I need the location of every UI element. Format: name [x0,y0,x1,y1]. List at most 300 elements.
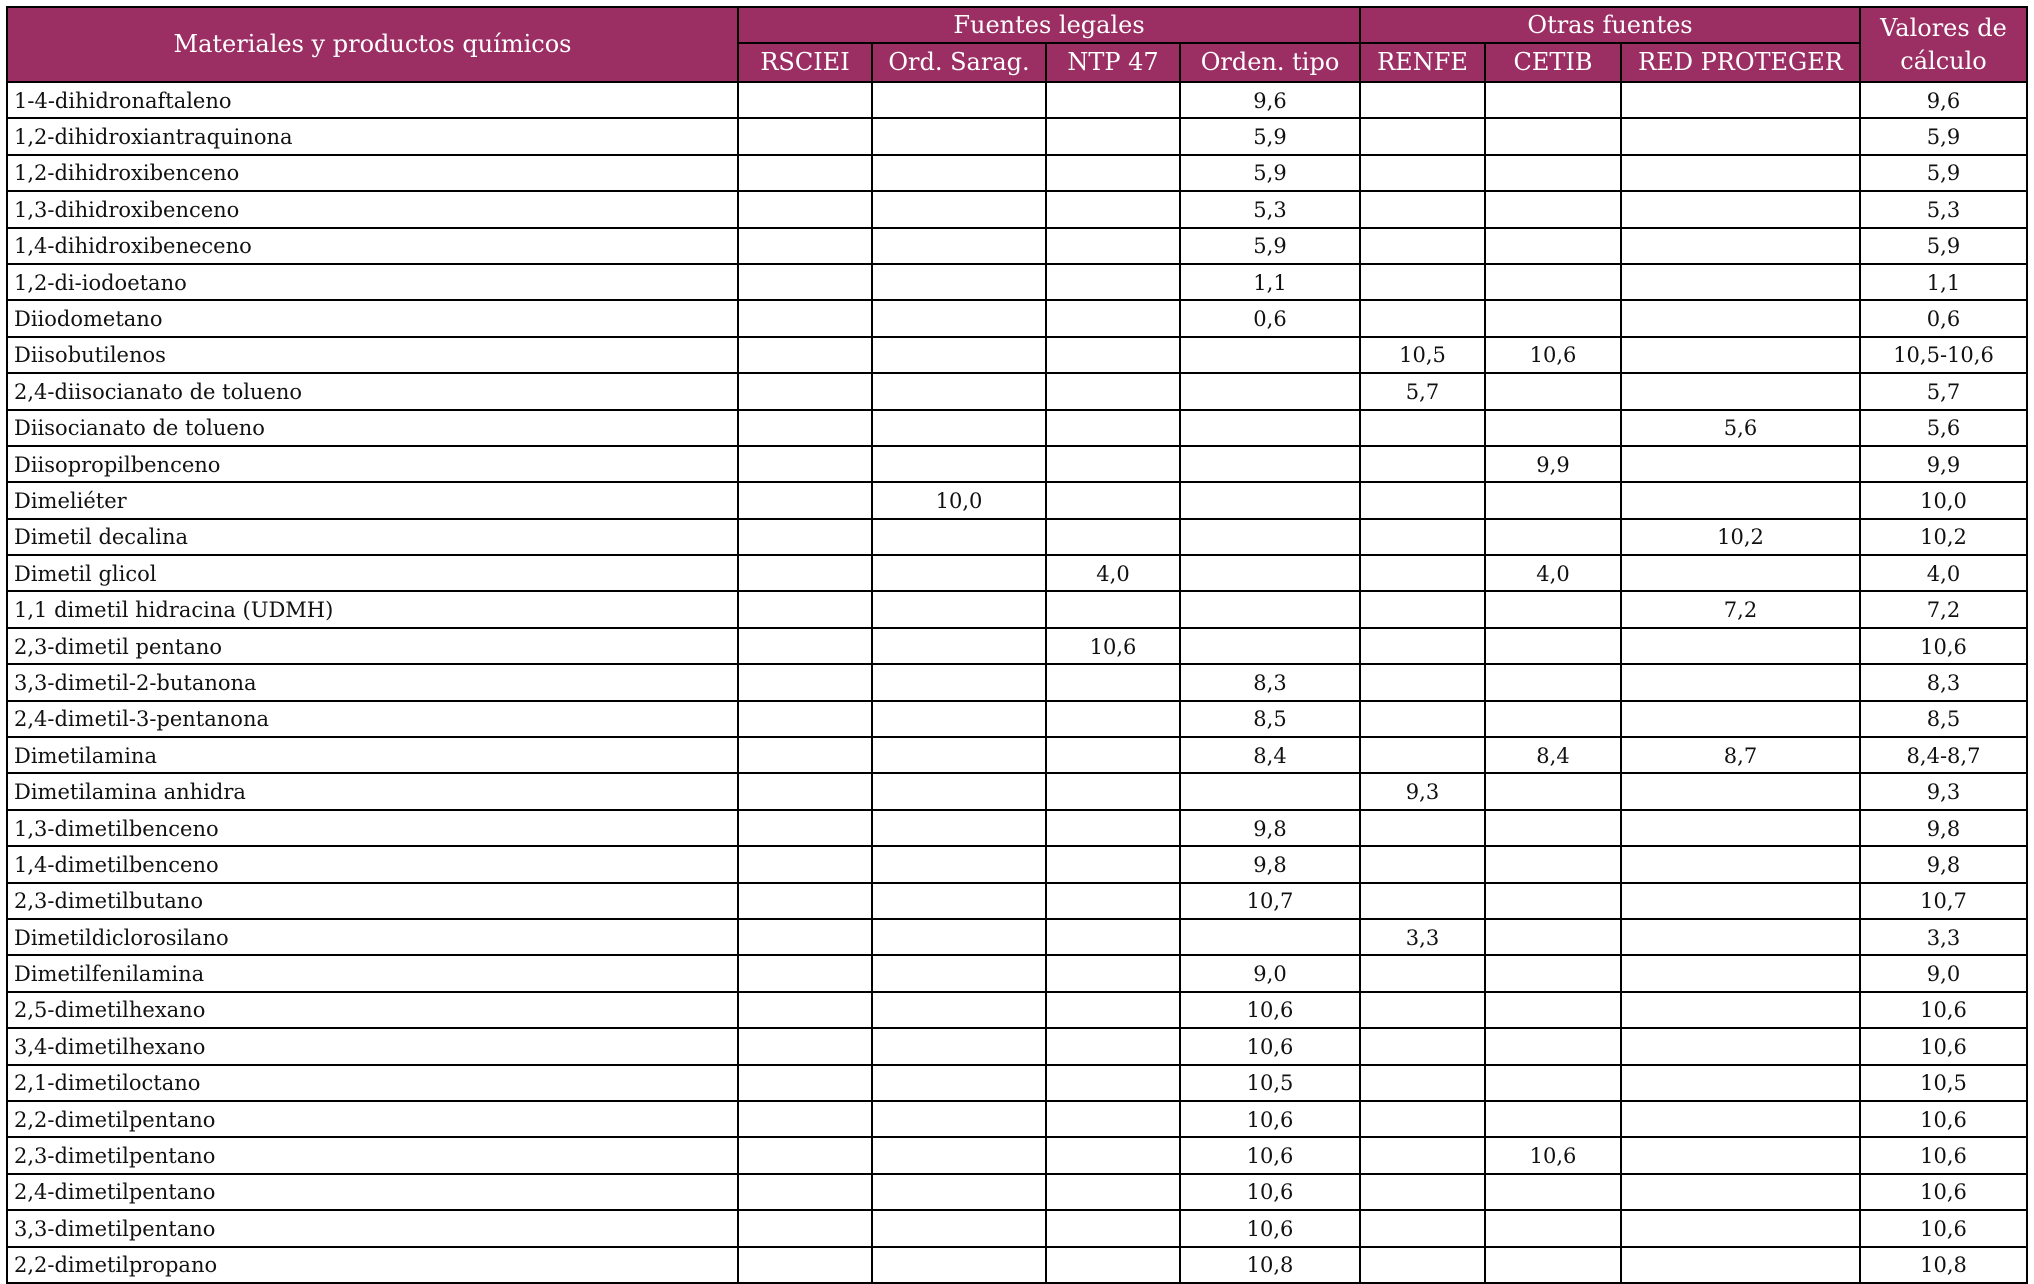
value-cell [1046,118,1180,154]
value-cell [1046,337,1180,373]
calc-value-cell: 5,7 [1860,373,2027,409]
value-cell [1360,519,1485,555]
value-cell [1180,773,1360,809]
value-cell [872,228,1046,264]
value-cell [1485,228,1621,264]
value-cell [1621,82,1860,118]
value-cell [1180,519,1360,555]
value-cell [1485,519,1621,555]
value-cell [872,410,1046,446]
value-cell [1485,1028,1621,1064]
value-cell [1621,1247,1860,1283]
value-cell [1046,664,1180,700]
value-cell [1360,846,1485,882]
value-cell [1485,664,1621,700]
calc-value-cell: 1,1 [1860,264,2027,300]
value-cell: 10,6 [1485,1137,1621,1173]
table-row [7,919,2027,955]
value-cell [1485,118,1621,154]
header-col-renfe: RENFE [1360,43,1485,82]
value-cell [1046,1247,1180,1283]
calc-value-cell: 5,9 [1860,155,2027,191]
value-cell [1046,701,1180,737]
material-name-cell: Dimetilamina anhidra [7,773,738,809]
value-cell [872,737,1046,773]
value-cell [1360,228,1485,264]
table-row [7,482,2027,518]
value-cell: 10,5 [1180,1065,1360,1101]
value-cell [1621,1101,1860,1137]
table-row [7,591,2027,627]
table-row [7,555,2027,591]
value-cell [1046,1210,1180,1246]
value-cell [1621,1210,1860,1246]
calc-value-cell: 10,8 [1860,1247,2027,1283]
value-cell [1046,519,1180,555]
value-cell [1046,300,1180,336]
value-cell [1621,664,1860,700]
material-name-cell: 1-4-dihidronaftaleno [7,82,738,118]
value-cell [872,701,1046,737]
calc-value-cell: 3,3 [1860,919,2027,955]
calc-value-cell: 9,3 [1860,773,2027,809]
header-other-sources: Otras fuentes [1360,7,1860,43]
value-cell [1485,410,1621,446]
table-row [7,191,2027,227]
calc-value-cell: 10,7 [1860,883,2027,919]
value-cell [1485,773,1621,809]
value-cell [1046,410,1180,446]
value-cell [1360,1210,1485,1246]
calc-value-cell: 10,6 [1860,1101,2027,1137]
header-col-orden-tipo: Orden. tipo [1180,43,1360,82]
value-cell [872,955,1046,991]
value-cell [1046,228,1180,264]
table-row [7,992,2027,1028]
value-cell [1485,992,1621,1028]
table-row [7,1247,2027,1283]
value-cell [1046,1174,1180,1210]
value-cell: 9,3 [1360,773,1485,809]
value-cell: 5,9 [1180,228,1360,264]
value-cell [872,992,1046,1028]
value-cell [738,1137,872,1173]
value-cell [1360,664,1485,700]
value-cell [872,1210,1046,1246]
value-cell [872,591,1046,627]
value-cell [872,1065,1046,1101]
table-row [7,155,2027,191]
value-cell [1621,1065,1860,1101]
material-name-cell: 1,3-dihidroxibenceno [7,191,738,227]
value-cell [738,228,872,264]
value-cell: 8,7 [1621,737,1860,773]
value-cell [1046,373,1180,409]
value-cell: 8,4 [1485,737,1621,773]
value-cell [1621,482,1860,518]
calc-value-cell: 10,6 [1860,1174,2027,1210]
material-name-cell: 3,3-dimetil-2-butanona [7,664,738,700]
value-cell: 10,0 [872,482,1046,518]
value-cell [1180,628,1360,664]
value-cell [1485,883,1621,919]
material-name-cell: 2,4-diisocianato de tolueno [7,373,738,409]
value-cell [872,628,1046,664]
value-cell [1360,118,1485,154]
calc-value-cell: 10,6 [1860,1137,2027,1173]
table-row [7,628,2027,664]
table-row [7,773,2027,809]
value-cell [872,1137,1046,1173]
calc-value-cell: 10,2 [1860,519,2027,555]
calc-value-cell: 8,5 [1860,701,2027,737]
value-cell: 10,2 [1621,519,1860,555]
chemical-values-table [6,6,2028,1284]
table-row [7,1101,2027,1137]
value-cell [738,82,872,118]
value-cell [1485,1174,1621,1210]
value-cell [872,555,1046,591]
value-cell: 10,6 [1180,1101,1360,1137]
value-cell [1621,191,1860,227]
value-cell [1360,191,1485,227]
header-legal-sources: Fuentes legales [738,7,1360,43]
value-cell [738,591,872,627]
header-col-ntp47: NTP 47 [1046,43,1180,82]
value-cell: 7,2 [1621,591,1860,627]
value-cell [1485,373,1621,409]
value-cell [872,191,1046,227]
value-cell [1360,555,1485,591]
value-cell [1621,446,1860,482]
value-cell [1360,300,1485,336]
value-cell [1180,591,1360,627]
value-cell: 4,0 [1485,555,1621,591]
table-row [7,1065,2027,1101]
value-cell [738,373,872,409]
value-cell [1180,919,1360,955]
value-cell [1485,628,1621,664]
value-cell [872,264,1046,300]
header-col-ord-sarag: Ord. Sarag. [872,43,1046,82]
material-name-cell: 3,3-dimetilpentano [7,1210,738,1246]
value-cell [1621,300,1860,336]
value-cell: 10,6 [1046,628,1180,664]
calc-value-cell: 9,9 [1860,446,2027,482]
calc-value-cell: 10,5 [1860,1065,2027,1101]
calc-value-cell: 5,9 [1860,228,2027,264]
value-cell: 10,6 [1180,1174,1360,1210]
value-cell [738,410,872,446]
header-col-rsciei: RSCIEI [738,43,872,82]
value-cell: 9,9 [1485,446,1621,482]
value-cell [1485,1210,1621,1246]
value-cell [1046,773,1180,809]
value-cell [1360,701,1485,737]
value-cell [738,519,872,555]
value-cell [1360,883,1485,919]
table-row [7,264,2027,300]
value-cell: 10,5 [1360,337,1485,373]
value-cell [738,883,872,919]
value-cell: 10,6 [1180,1028,1360,1064]
value-cell [1485,810,1621,846]
material-name-cell: 1,3-dimetilbenceno [7,810,738,846]
value-cell [1360,1137,1485,1173]
value-cell [1046,1065,1180,1101]
calc-value-cell: 10,6 [1860,992,2027,1028]
value-cell: 10,6 [1180,992,1360,1028]
value-cell [1485,1065,1621,1101]
material-name-cell: 1,2-dihidroxiantraquinona [7,118,738,154]
material-name-cell: 2,1-dimetiloctano [7,1065,738,1101]
value-cell [872,337,1046,373]
material-name-cell: 2,3-dimetilpentano [7,1137,738,1173]
table-row [7,883,2027,919]
table-row [7,300,2027,336]
value-cell: 10,6 [1485,337,1621,373]
material-name-cell: 2,3-dimetil pentano [7,628,738,664]
value-cell [872,373,1046,409]
value-cell [1621,228,1860,264]
value-cell: 9,6 [1180,82,1360,118]
material-name-cell: 2,4-dimetilpentano [7,1174,738,1210]
value-cell [872,810,1046,846]
value-cell [1485,300,1621,336]
value-cell [872,519,1046,555]
value-cell [1621,1137,1860,1173]
calc-value-cell: 8,4-8,7 [1860,737,2027,773]
table-row [7,446,2027,482]
material-name-cell: 2,3-dimetilbutano [7,883,738,919]
value-cell [1360,446,1485,482]
value-cell [1180,337,1360,373]
value-cell: 10,6 [1180,1137,1360,1173]
table-row [7,337,2027,373]
value-cell [872,1028,1046,1064]
material-name-cell: 1,4-dihidroxibeneceno [7,228,738,264]
value-cell [1621,1174,1860,1210]
value-cell [872,82,1046,118]
value-cell: 10,8 [1180,1247,1360,1283]
table-row [7,1210,2027,1246]
value-cell [1046,1137,1180,1173]
value-cell [1621,883,1860,919]
value-cell [1360,482,1485,518]
value-cell: 1,1 [1180,264,1360,300]
value-cell: 5,9 [1180,118,1360,154]
table-row [7,82,2027,118]
value-cell [1485,955,1621,991]
value-cell [738,191,872,227]
value-cell [872,1101,1046,1137]
material-name-cell: 1,2-dihidroxibenceno [7,155,738,191]
material-name-cell: 2,4-dimetil-3-pentanona [7,701,738,737]
value-cell [1360,264,1485,300]
value-cell [1360,1028,1485,1064]
material-name-cell: Dimetilamina [7,737,738,773]
calc-value-cell: 4,0 [1860,555,2027,591]
value-cell [1046,883,1180,919]
value-cell [1046,955,1180,991]
material-name-cell: 2,5-dimetilhexano [7,992,738,1028]
table-body [7,82,2027,1283]
value-cell: 5,3 [1180,191,1360,227]
value-cell [1621,264,1860,300]
calc-value-cell: 9,8 [1860,810,2027,846]
value-cell [738,1174,872,1210]
calc-value-cell: 9,6 [1860,82,2027,118]
value-cell [738,1247,872,1283]
value-cell [872,1174,1046,1210]
value-cell [738,482,872,518]
value-cell [872,919,1046,955]
value-cell [1360,955,1485,991]
value-cell: 5,7 [1360,373,1485,409]
value-cell: 3,3 [1360,919,1485,955]
calc-value-cell: 5,6 [1860,410,2027,446]
material-name-cell: Diisocianato de tolueno [7,410,738,446]
value-cell [738,628,872,664]
value-cell [1485,191,1621,227]
value-cell [1621,955,1860,991]
value-cell [738,1065,872,1101]
table-container [6,6,2028,1284]
value-cell: 9,0 [1180,955,1360,991]
calc-value-cell: 10,6 [1860,628,2027,664]
value-cell [738,846,872,882]
value-cell [1180,373,1360,409]
value-cell [1485,264,1621,300]
value-cell [1621,373,1860,409]
value-cell: 5,6 [1621,410,1860,446]
value-cell [738,1028,872,1064]
value-cell [1046,591,1180,627]
calc-value-cell: 10,5-10,6 [1860,337,2027,373]
material-name-cell: Diisobutilenos [7,337,738,373]
table-row [7,701,2027,737]
table-row [7,955,2027,991]
value-cell: 9,8 [1180,846,1360,882]
calc-value-cell: 10,0 [1860,482,2027,518]
value-cell [1360,1247,1485,1283]
value-cell [872,118,1046,154]
calc-value-cell: 9,8 [1860,846,2027,882]
value-cell [1621,118,1860,154]
calc-value-cell: 5,9 [1860,118,2027,154]
value-cell [738,446,872,482]
value-cell [1046,82,1180,118]
header-col-cetib: CETIB [1485,43,1621,82]
value-cell [1180,410,1360,446]
table-row [7,118,2027,154]
value-cell [1360,737,1485,773]
material-name-cell: Diisopropilbenceno [7,446,738,482]
value-cell [738,919,872,955]
value-cell: 8,3 [1180,664,1360,700]
value-cell [1046,264,1180,300]
value-cell [1360,410,1485,446]
table-row [7,1137,2027,1173]
material-name-cell: Dimetilfenilamina [7,955,738,991]
value-cell [1180,482,1360,518]
value-cell [872,846,1046,882]
value-cell [1485,82,1621,118]
value-cell [738,1210,872,1246]
table-row [7,519,2027,555]
value-cell [738,555,872,591]
value-cell [1046,482,1180,518]
calc-value-cell: 7,2 [1860,591,2027,627]
table-row [7,410,2027,446]
value-cell: 5,9 [1180,155,1360,191]
value-cell [738,155,872,191]
value-cell [738,810,872,846]
table-row [7,373,2027,409]
value-cell [872,883,1046,919]
header-calc-values: Valores de cálculo [1860,7,2027,82]
value-cell [872,300,1046,336]
header-materials: Materiales y productos químicos [7,7,738,82]
value-cell [1360,82,1485,118]
material-name-cell: Dimeliéter [7,482,738,518]
value-cell [1046,737,1180,773]
value-cell [1621,337,1860,373]
value-cell [1046,846,1180,882]
value-cell [1046,155,1180,191]
value-cell [1485,155,1621,191]
value-cell [1621,155,1860,191]
value-cell [1046,446,1180,482]
value-cell [1485,482,1621,518]
value-cell [1360,810,1485,846]
header-col-red-proteger: RED PROTEGER [1621,43,1860,82]
value-cell [1485,1247,1621,1283]
value-cell [1360,1101,1485,1137]
value-cell [1360,1065,1485,1101]
value-cell [1621,773,1860,809]
value-cell [738,1101,872,1137]
material-name-cell: Dimetil glicol [7,555,738,591]
calc-value-cell: 0,6 [1860,300,2027,336]
value-cell: 4,0 [1046,555,1180,591]
value-cell: 8,5 [1180,701,1360,737]
value-cell [1046,919,1180,955]
value-cell [1360,155,1485,191]
material-name-cell: Diiodometano [7,300,738,336]
table-row [7,228,2027,264]
value-cell [1360,591,1485,627]
value-cell [1046,992,1180,1028]
value-cell [1046,191,1180,227]
value-cell [738,955,872,991]
value-cell: 9,8 [1180,810,1360,846]
value-cell [1360,1174,1485,1210]
value-cell [1485,1101,1621,1137]
value-cell: 8,4 [1180,737,1360,773]
value-cell [872,155,1046,191]
material-name-cell: 2,2-dimetilpropano [7,1247,738,1283]
calc-value-cell: 9,0 [1860,955,2027,991]
value-cell [1046,1028,1180,1064]
value-cell: 0,6 [1180,300,1360,336]
table-row [7,810,2027,846]
value-cell [738,737,872,773]
calc-value-cell: 5,3 [1860,191,2027,227]
value-cell [872,1247,1046,1283]
value-cell [1621,919,1860,955]
value-cell [872,773,1046,809]
